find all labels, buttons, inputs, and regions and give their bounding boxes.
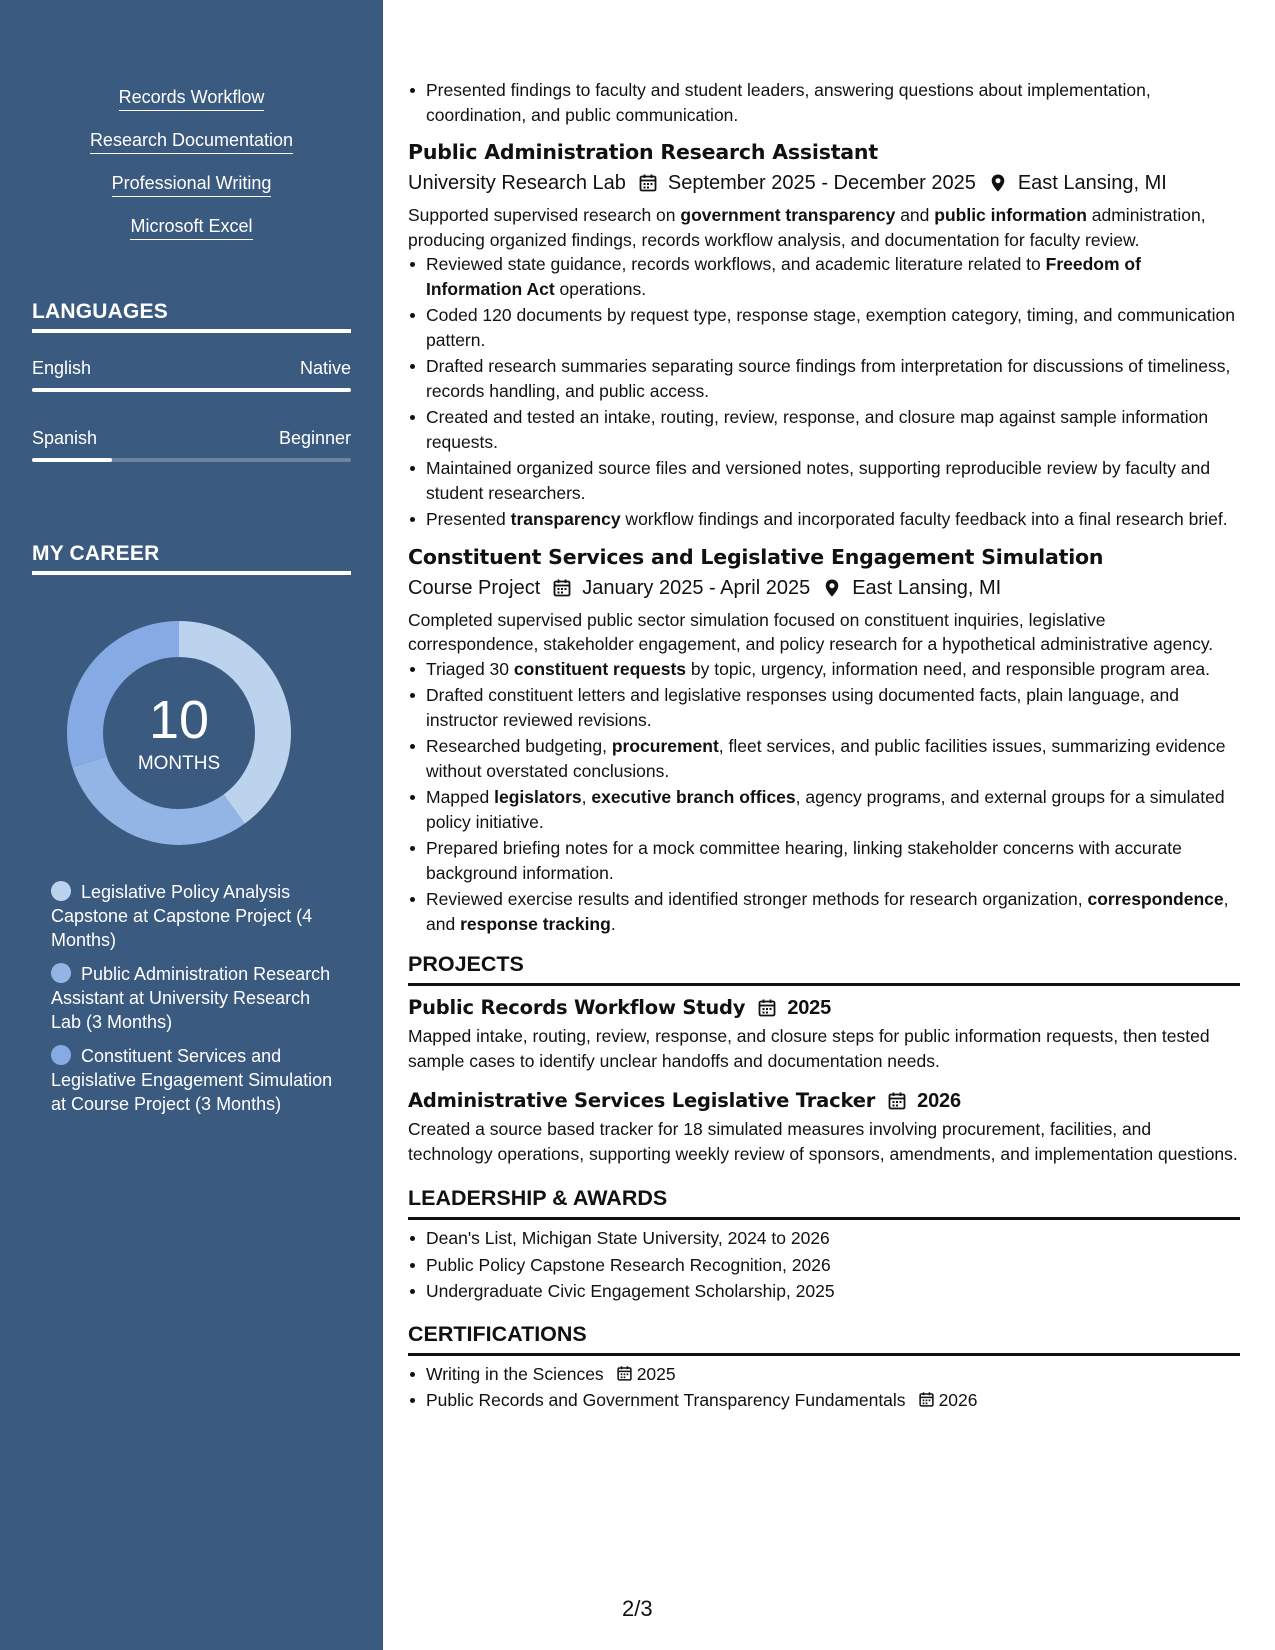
bullet-item: Mapped legislators, executive branch offices, agency programs, and external groups for a simulated policy initiative. [426, 785, 1240, 834]
career-unit: MONTHS [137, 753, 221, 774]
skills-list [0, 86, 383, 258]
skill-link[interactable]: Records Workflow [119, 86, 265, 111]
map-pin-icon [988, 173, 1008, 193]
career-legend [51, 880, 336, 1126]
calendar-icon [638, 173, 658, 193]
bullet-item: Drafted constituent letters and legislative responses using documented facts, plain language, and instructor reviewed revisions. [426, 683, 1240, 732]
calendar-icon [552, 578, 572, 598]
role-location: East Lansing, MI [1017, 172, 1167, 194]
bullet-item: Prepared briefing notes for a mock committee hearing, linking stakeholder concerns with accurate background information. [426, 836, 1240, 885]
bullet-item: Created and tested an intake, routing, review, response, and closure map against sample information requests. [426, 405, 1240, 454]
legend-dot-icon [51, 1045, 71, 1065]
project-title: Administrative Services Legislative Tracker 2026 [408, 1087, 1240, 1115]
calendar-icon [757, 998, 777, 1018]
bullet-item: Triaged 30 constituent requests by topic, urgency, information need, and responsible program area. [426, 657, 1240, 682]
language-bar [32, 388, 351, 392]
role-bullets [408, 657, 1240, 937]
role-meta [408, 169, 1240, 197]
sidebar [0, 0, 383, 1650]
project-description: Created a source based tracker for 18 simulated measures involving procurement, facilities, and technology operations, supporting weekly review of sponsors, amendments, and implementation questions. [408, 1119, 1238, 1164]
award-item: Dean's List, Michigan State University, 2024 to 2026 [426, 1226, 1240, 1251]
role-summary: Supported supervised research on government transparency and public information administration, producing organized findings, records workflow analysis, and documentation for faculty review. [408, 205, 1206, 250]
career-heading: MY CAREER [32, 542, 351, 575]
role-dates: January 2025 - April 2025 [582, 576, 811, 599]
awards-list [408, 1226, 1240, 1304]
certification-item: Writing in the Sciences 2025 [426, 1362, 1240, 1387]
language-level: Native [299, 358, 351, 378]
awards-heading: LEADERSHIP & AWARDS [408, 1184, 1240, 1220]
certification-year: 2025 [636, 1363, 676, 1384]
career-item: Constituent Services and Legislative Engagement Simulation at Course Project (3 Months) [51, 1046, 333, 1114]
project-description: Mapped intake, routing, review, response, and closure steps for public information requests, then tested sample cases to identify unclear handoffs and documentation needs. [408, 1026, 1210, 1071]
bullet-item: Maintained organized source files and versioned notes, supporting reproducible review by faculty and student researchers. [426, 456, 1240, 505]
skill-link[interactable]: Professional Writing [112, 172, 272, 197]
role-title: Public Administration Research Assistant [408, 140, 878, 164]
language-bar-fill [32, 458, 112, 462]
role-org: Course Project [408, 576, 541, 599]
page-number: 2/3 [622, 1596, 653, 1621]
language-level: Beginner [278, 428, 351, 448]
project-year: 2026 [917, 1090, 961, 1112]
certification-item: Public Records and Government Transparency Fundamentals 2026 [426, 1388, 1240, 1413]
carryover-bullets [408, 78, 1240, 127]
skill-link[interactable]: Microsoft Excel [130, 215, 252, 240]
career-total: 10 [148, 690, 210, 750]
certifications-list [408, 1362, 1240, 1413]
award-item: Public Policy Capstone Research Recognition, 2026 [426, 1253, 1240, 1278]
award-item: Undergraduate Civic Engagement Scholarship, 2025 [426, 1279, 1240, 1304]
certifications-heading: CERTIFICATIONS [408, 1320, 1240, 1356]
role-meta [408, 574, 1240, 602]
languages-heading: LANGUAGES [32, 300, 351, 333]
bullet-item: Drafted research summaries separating source findings from interpretation for discussions of timeliness, records handling, and public access. [426, 354, 1240, 403]
certification-year: 2026 [938, 1390, 978, 1410]
bullet-item: Presented findings to faculty and student leaders, answering questions about implementation, coordination, and public communication. [426, 78, 1240, 127]
bullet-item: Reviewed exercise results and identified stronger methods for research organization, correspondence, and response tracking. [426, 887, 1240, 936]
main-content [408, 78, 1240, 1413]
calendar-icon [616, 1365, 633, 1382]
bullet-item: Researched budgeting, procurement, fleet services, and public facilities issues, summarizing evidence without overstated conclusions. [426, 734, 1240, 783]
role-dates: September 2025 - December 2025 [667, 172, 976, 194]
legend-dot-icon [51, 963, 71, 983]
bullet-item: Presented transparency workflow findings and incorporated faculty feedback into a final research brief. [426, 507, 1240, 532]
bullet-item: Reviewed state guidance, records workflows, and academic literature related to Freedom of Information Act operations. [426, 252, 1240, 301]
career-item: Legislative Policy Analysis Capstone at Capstone Project (4 Months) [51, 882, 313, 950]
role-org: University Research Lab [408, 172, 626, 194]
role-summary: Completed supervised public sector simulation focused on constituent inquiries, legislative correspondence, stakeholder engagement, and policy research for a hypothetical administrative agency. [408, 609, 1214, 654]
language-spanish [32, 428, 351, 462]
career-item: Public Administration Research Assistant at University Research Lab (3 Months) [51, 964, 331, 1032]
language-bar-fill [32, 388, 351, 392]
language-english [32, 358, 351, 392]
role-bullets [408, 252, 1240, 532]
role-location: East Lansing, MI [852, 576, 1002, 599]
language-bar [32, 458, 351, 462]
calendar-icon [918, 1391, 935, 1408]
legend-dot-icon [51, 881, 71, 901]
skill-link[interactable]: Research Documentation [90, 129, 293, 154]
role-title: Constituent Services and Legislative Engagement Simulation [408, 544, 1104, 569]
language-name: Spanish [32, 428, 98, 448]
language-name: English [32, 358, 92, 378]
calendar-icon [887, 1091, 907, 1111]
map-pin-icon [822, 578, 842, 598]
bullet-item: Coded 120 documents by request type, response stage, exemption category, timing, and communication pattern. [426, 303, 1240, 352]
projects-heading: PROJECTS [408, 950, 1240, 986]
project-year: 2025 [787, 997, 832, 1019]
project-title: Public Records Workflow Study 2025 [408, 994, 1240, 1022]
